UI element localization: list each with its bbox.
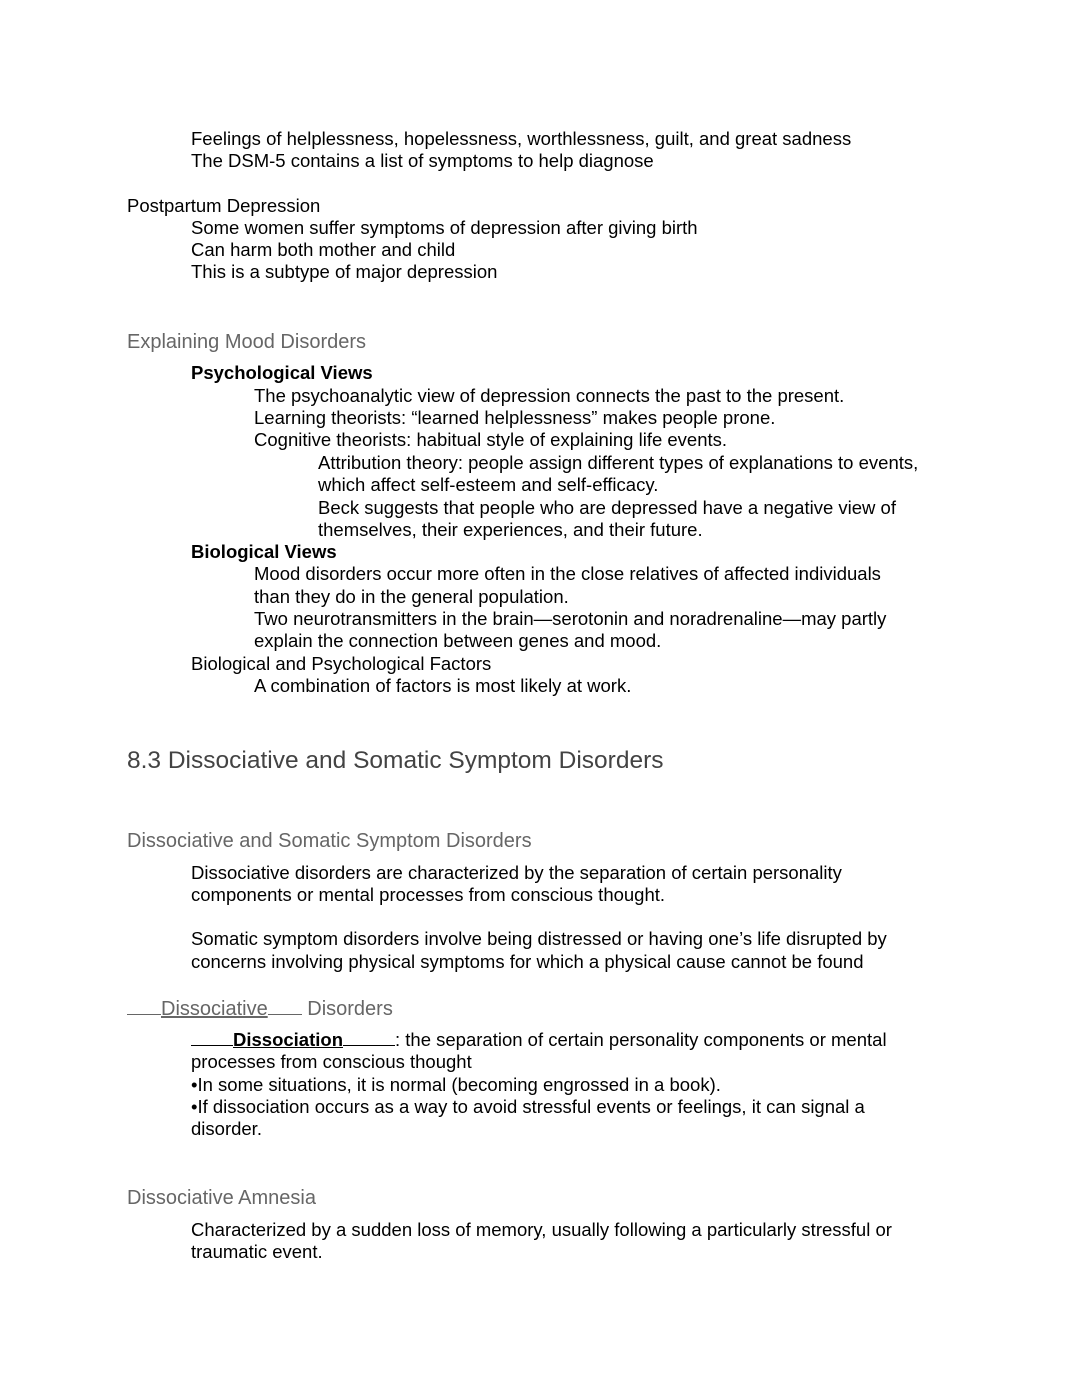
dissociative-disorders-heading — [127, 998, 393, 1021]
bio-item: Two neurotransmitters in the brain—serotonin and noradrenaline—may partly — [254, 608, 887, 629]
combined-factors-heading: Biological and Psychological Factors — [191, 653, 492, 674]
dissociative-amnesia-heading: Dissociative Amnesia — [127, 1187, 316, 1209]
cognitive-sub-item: themselves, their experiences, and their future. — [318, 519, 703, 540]
dsd-paragraph-line: Somatic symptom disorders involve being distressed or having one’s life disrupted by — [191, 928, 887, 949]
fill-blank — [343, 1029, 395, 1046]
psych-item: Cognitive theorists: habitual style of explaining life events. — [254, 429, 728, 450]
explaining-mood-heading: Explaining Mood Disorders — [127, 331, 367, 353]
bio-item: than they do in the general population. — [254, 586, 569, 607]
cognitive-sub-item: Beck suggests that people who are depressed have a negative view of — [318, 497, 896, 518]
combined-factors-item: A combination of factors is most likely at work. — [254, 675, 632, 696]
postpartum-heading: Postpartum Depression — [127, 195, 321, 216]
bullet-item: •If dissociation occurs as a way to avoid stressful events or feelings, it can signal a — [191, 1096, 865, 1117]
bullet-item: •In some situations, it is normal (becoming engrossed in a book). — [191, 1074, 721, 1095]
psych-item: Learning theorists: “learned helplessness” makes people prone. — [254, 407, 776, 428]
cognitive-sub-item: Attribution theory: people assign different types of explanations to events, — [318, 452, 919, 473]
biological-views-heading: Biological Views — [191, 541, 337, 562]
cognitive-sub-item: which affect self-esteem and self-efficacy. — [318, 474, 659, 495]
bullet-item: disorder. — [191, 1118, 262, 1139]
postpartum-item: Some women suffer symptoms of depression after giving birth — [191, 217, 698, 238]
bio-item: Mood disorders occur more often in the close relatives of affected individuals — [254, 563, 881, 584]
dsd-paragraph-line: Dissociative disorders are characterized by the separation of certain personality — [191, 862, 842, 883]
depression-dsm-line: The DSM-5 contains a list of symptoms to help diagnose — [191, 150, 654, 171]
dsd-heading: Dissociative and Somatic Symptom Disorders — [127, 830, 532, 852]
dsd-paragraph-line: components or mental processes from conscious thought. — [191, 884, 666, 905]
fill-blank — [127, 998, 161, 1015]
dissociation-definition — [191, 1029, 887, 1051]
bio-item: explain the connection between genes and mood. — [254, 630, 662, 651]
dissociation-term: Dissociation — [233, 1029, 343, 1050]
heading-word: Dissociative — [161, 998, 268, 1020]
dsd-paragraph-line: concerns involving physical symptoms for which a physical cause cannot be found — [191, 951, 864, 972]
psychological-views-heading: Psychological Views — [191, 362, 373, 383]
fill-blank — [191, 1029, 233, 1046]
heading-tail: Disorders — [307, 998, 393, 1020]
section-title: 8.3 Dissociative and Somatic Symptom Disorders — [127, 747, 664, 774]
postpartum-item: This is a subtype of major depression — [191, 261, 498, 282]
definition-continuation: processes from conscious thought — [191, 1051, 472, 1072]
definition-text: : the separation of certain personality components or mental — [395, 1029, 887, 1050]
depression-symptom-line: Feelings of helplessness, hopelessness, worthlessness, guilt, and great sadness — [191, 128, 852, 149]
amnesia-line: traumatic event. — [191, 1241, 323, 1262]
fill-blank — [268, 998, 302, 1015]
psych-item: The psychoanalytic view of depression connects the past to the present. — [254, 385, 845, 406]
postpartum-item: Can harm both mother and child — [191, 239, 456, 260]
amnesia-line: Characterized by a sudden loss of memory, usually following a particularly stressful or — [191, 1219, 892, 1240]
